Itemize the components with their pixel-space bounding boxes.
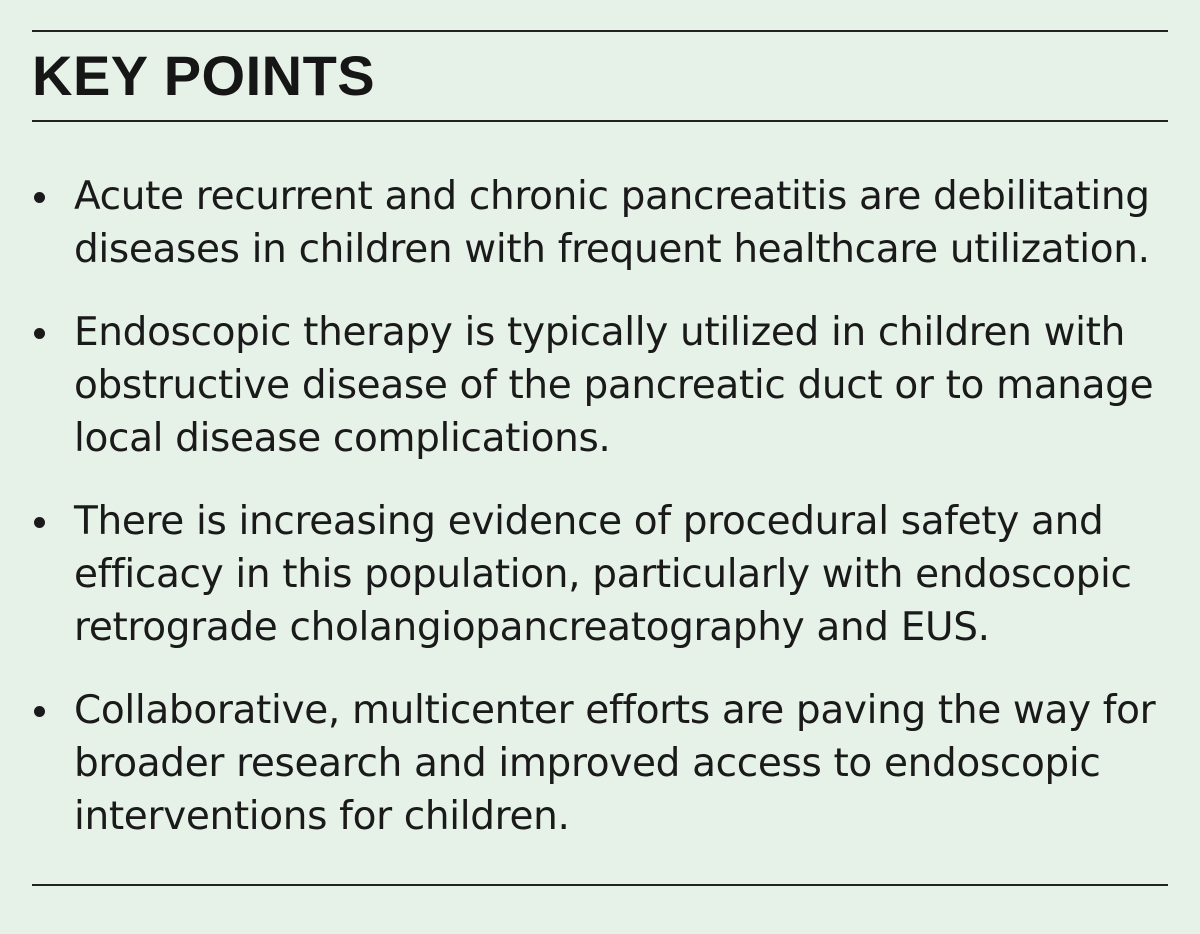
key-point-item: [32, 306, 1168, 465]
key-points-title: KEY POINTS: [32, 44, 376, 107]
bullet-icon: [34, 192, 45, 203]
key-point-text: Endoscopic therapy is typically utilized in children with obstructive disease of the pancreatic duct or to manage local disease complications.: [74, 310, 1154, 461]
key-point-item: [32, 495, 1168, 654]
key-point-item: [32, 684, 1168, 843]
bullet-icon: [34, 517, 45, 528]
bottom-divider: [32, 884, 1168, 886]
key-point-item: [32, 170, 1168, 276]
bullet-icon: [34, 328, 45, 339]
bullet-icon: [34, 706, 45, 717]
key-points-box: [32, 30, 1168, 886]
key-point-text: There is increasing evidence of procedural safety and efficacy in this population, particularly with endoscopic retrograde cholangiopancreatography and EUS.: [74, 499, 1132, 650]
top-divider: [32, 30, 1168, 32]
key-points-list: [32, 170, 1168, 873]
title-divider: [32, 120, 1168, 122]
key-point-text: Collaborative, multicenter efforts are paving the way for broader research and improved access to endoscopic interventions for children.: [74, 688, 1156, 839]
key-point-text: Acute recurrent and chronic pancreatitis are debilitating diseases in children with frequent healthcare utilization.: [74, 174, 1150, 272]
